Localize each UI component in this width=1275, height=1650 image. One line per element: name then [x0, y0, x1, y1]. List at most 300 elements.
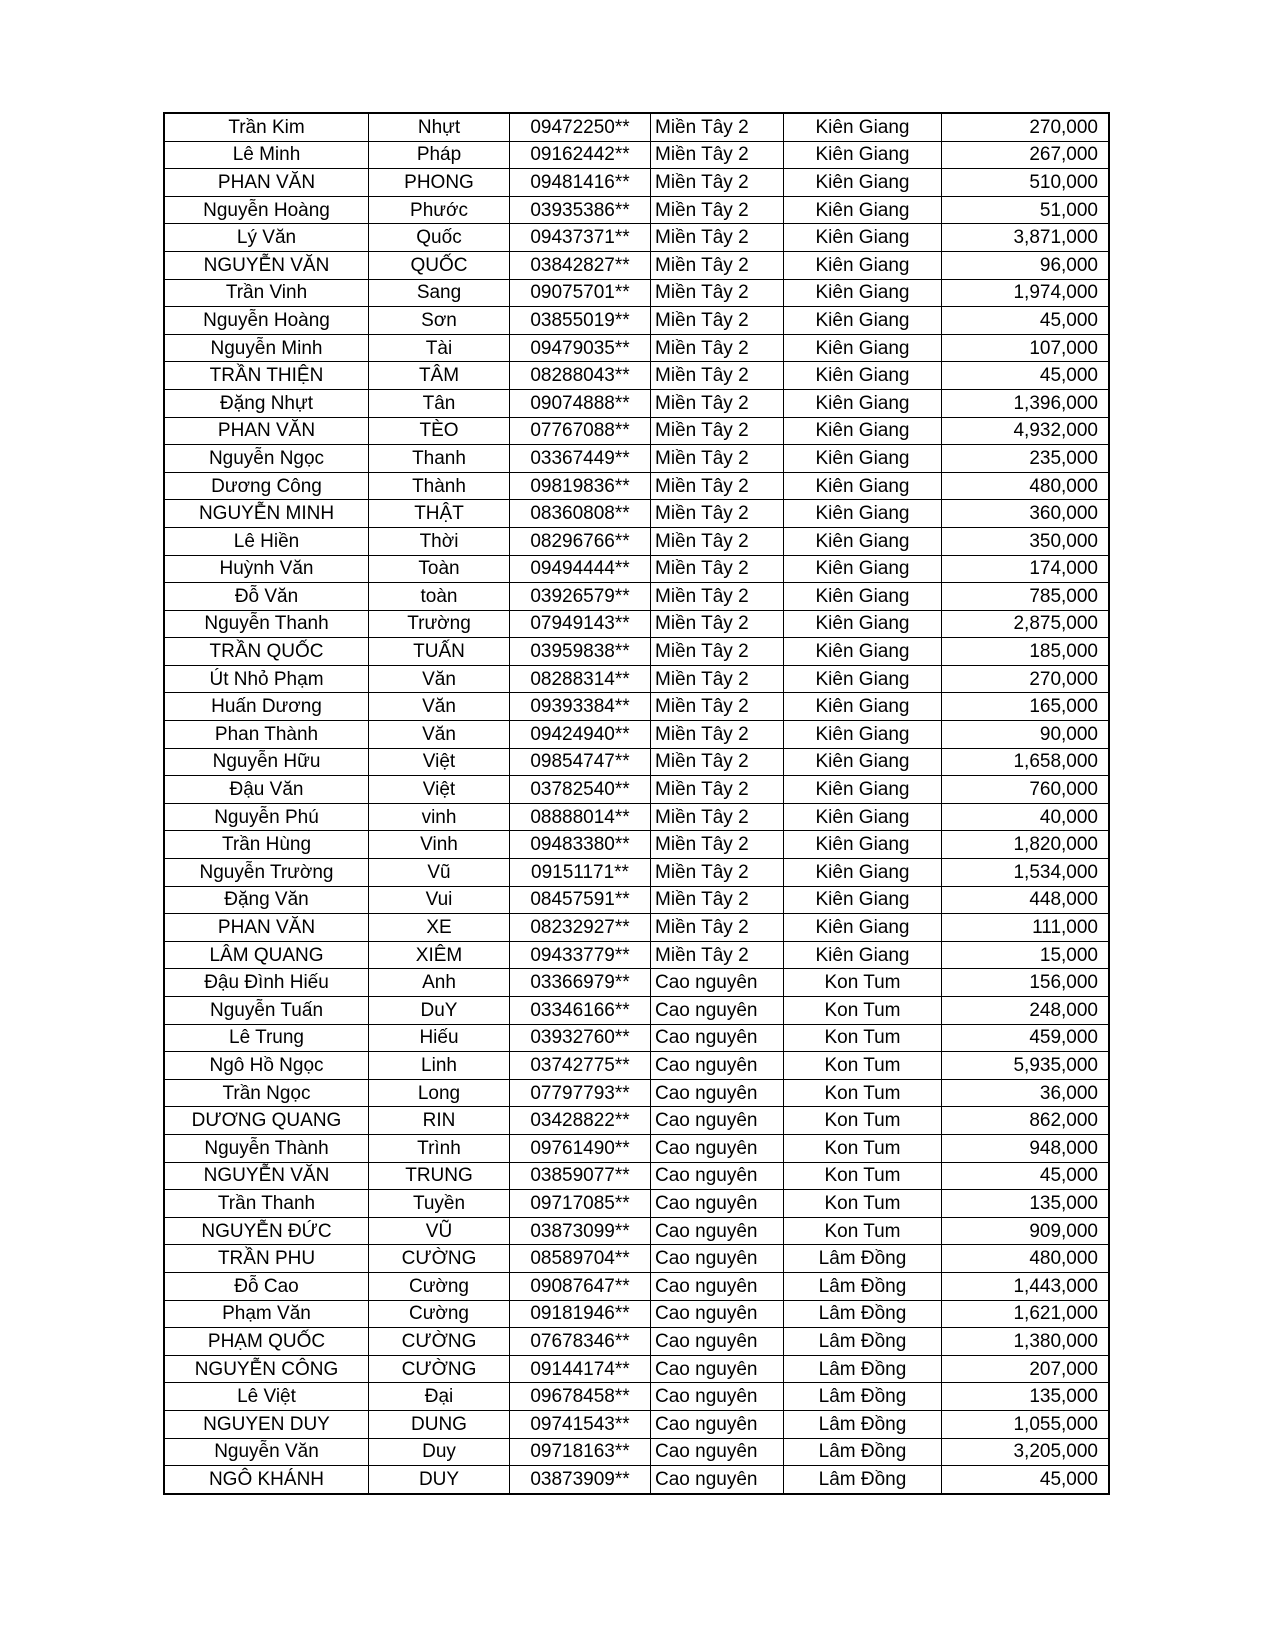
cell-phone: 08288314** — [510, 665, 651, 693]
cell-region: Miền Tây 2 — [651, 776, 784, 804]
cell-phone: 09819836** — [510, 472, 651, 500]
cell-first-name: CƯỜNG — [369, 1328, 510, 1356]
cell-province: Kiên Giang — [784, 362, 942, 390]
cell-phone: 09087647** — [510, 1272, 651, 1300]
cell-phone: 03742775** — [510, 1052, 651, 1080]
table-row — [164, 169, 1109, 197]
cell-first-name: Thời — [369, 527, 510, 555]
cell-region: Miền Tây 2 — [651, 279, 784, 307]
cell-province: Kiên Giang — [784, 417, 942, 445]
cell-region: Miền Tây 2 — [651, 941, 784, 969]
cell-last-middle-name: Trần Thanh — [164, 1190, 369, 1218]
cell-amount: 360,000 — [942, 500, 1110, 528]
cell-first-name: Thanh — [369, 445, 510, 473]
cell-first-name: DUY — [369, 1466, 510, 1494]
cell-first-name: Văn — [369, 693, 510, 721]
table-row — [164, 362, 1109, 390]
cell-phone: 03428822** — [510, 1107, 651, 1135]
table-row — [164, 1272, 1109, 1300]
cell-phone: 03346166** — [510, 997, 651, 1025]
cell-first-name: Vũ — [369, 859, 510, 887]
table-row — [164, 307, 1109, 335]
cell-last-middle-name: PHẠM QUỐC — [164, 1328, 369, 1356]
table-row — [164, 113, 1109, 141]
cell-first-name: Sơn — [369, 307, 510, 335]
cell-first-name: Long — [369, 1079, 510, 1107]
cell-last-middle-name: NGÔ KHÁNH — [164, 1466, 369, 1494]
table-row — [164, 1355, 1109, 1383]
table-row — [164, 196, 1109, 224]
cell-first-name: DUNG — [369, 1410, 510, 1438]
cell-last-middle-name: Lê Hiền — [164, 527, 369, 555]
cell-amount: 270,000 — [942, 113, 1110, 141]
cell-province: Lâm Đồng — [784, 1272, 942, 1300]
cell-amount: 948,000 — [942, 1134, 1110, 1162]
cell-amount: 107,000 — [942, 334, 1110, 362]
cell-region: Miền Tây 2 — [651, 417, 784, 445]
cell-phone: 09144174** — [510, 1355, 651, 1383]
cell-region: Miền Tây 2 — [651, 224, 784, 252]
cell-region: Cao nguyên — [651, 1355, 784, 1383]
table-row — [164, 1107, 1109, 1135]
cell-phone: 03859077** — [510, 1162, 651, 1190]
cell-last-middle-name: Huỳnh Văn — [164, 555, 369, 583]
cell-region: Miền Tây 2 — [651, 445, 784, 473]
cell-amount: 909,000 — [942, 1217, 1110, 1245]
cell-last-middle-name: Đậu Đình Hiếu — [164, 969, 369, 997]
cell-first-name: Sang — [369, 279, 510, 307]
cell-first-name: Phước — [369, 196, 510, 224]
cell-region: Cao nguyên — [651, 1162, 784, 1190]
cell-phone: 03935386** — [510, 196, 651, 224]
cell-last-middle-name: NGUYỄN VĂN — [164, 251, 369, 279]
cell-province: Kiên Giang — [784, 279, 942, 307]
cell-first-name: Hiếu — [369, 1024, 510, 1052]
cell-amount: 459,000 — [942, 1024, 1110, 1052]
table-row — [164, 417, 1109, 445]
cell-last-middle-name: TRẦN QUỐC — [164, 638, 369, 666]
cell-phone: 03366979** — [510, 969, 651, 997]
cell-phone: 09483380** — [510, 831, 651, 859]
cell-phone: 09424940** — [510, 721, 651, 749]
cell-last-middle-name: Nguyễn Tuấn — [164, 997, 369, 1025]
table-row — [164, 555, 1109, 583]
table-row — [164, 969, 1109, 997]
table-row — [164, 527, 1109, 555]
cell-first-name: TÂM — [369, 362, 510, 390]
cell-first-name: Cường — [369, 1300, 510, 1328]
table-row — [164, 1024, 1109, 1052]
cell-amount: 135,000 — [942, 1383, 1110, 1411]
cell-last-middle-name: Lê Minh — [164, 141, 369, 169]
cell-phone: 09472250** — [510, 113, 651, 141]
cell-first-name: Văn — [369, 665, 510, 693]
cell-phone: 09479035** — [510, 334, 651, 362]
cell-province: Lâm Đồng — [784, 1438, 942, 1466]
cell-amount: 156,000 — [942, 969, 1110, 997]
cell-amount: 165,000 — [942, 693, 1110, 721]
cell-province: Kiên Giang — [784, 141, 942, 169]
cell-last-middle-name: DƯƠNG QUANG — [164, 1107, 369, 1135]
cell-province: Kon Tum — [784, 1024, 942, 1052]
cell-region: Miền Tây 2 — [651, 555, 784, 583]
cell-phone: 08296766** — [510, 527, 651, 555]
cell-first-name: XE — [369, 914, 510, 942]
cell-region: Miền Tây 2 — [651, 583, 784, 611]
cell-amount: 350,000 — [942, 527, 1110, 555]
cell-first-name: Văn — [369, 721, 510, 749]
cell-province: Kiên Giang — [784, 555, 942, 583]
cell-region: Miền Tây 2 — [651, 169, 784, 197]
cell-province: Kiên Giang — [784, 500, 942, 528]
cell-amount: 760,000 — [942, 776, 1110, 804]
cell-province: Kiên Giang — [784, 472, 942, 500]
cell-amount: 2,875,000 — [942, 610, 1110, 638]
cell-amount: 40,000 — [942, 803, 1110, 831]
table-row — [164, 1328, 1109, 1356]
cell-last-middle-name: Lê Việt — [164, 1383, 369, 1411]
cell-region: Miền Tây 2 — [651, 748, 784, 776]
cell-amount: 1,443,000 — [942, 1272, 1110, 1300]
cell-first-name: Đại — [369, 1383, 510, 1411]
cell-phone: 03842827** — [510, 251, 651, 279]
cell-last-middle-name: TRẦN PHU — [164, 1245, 369, 1273]
cell-amount: 45,000 — [942, 1466, 1110, 1494]
cell-last-middle-name: Phan Thành — [164, 721, 369, 749]
cell-last-middle-name: PHAN VĂN — [164, 417, 369, 445]
cell-province: Kiên Giang — [784, 831, 942, 859]
cell-first-name: Cường — [369, 1272, 510, 1300]
table-row — [164, 721, 1109, 749]
cell-amount: 480,000 — [942, 1245, 1110, 1273]
table-row — [164, 334, 1109, 362]
cell-region: Cao nguyên — [651, 1190, 784, 1218]
cell-phone: 09151171** — [510, 859, 651, 887]
table-row — [164, 803, 1109, 831]
cell-last-middle-name: Nguyễn Hữu — [164, 748, 369, 776]
cell-province: Kiên Giang — [784, 693, 942, 721]
cell-last-middle-name: Trần Ngọc — [164, 1079, 369, 1107]
cell-phone: 09074888** — [510, 389, 651, 417]
cell-region: Miền Tây 2 — [651, 665, 784, 693]
cell-last-middle-name: PHAN VĂN — [164, 169, 369, 197]
cell-last-middle-name: Nguyễn Hoàng — [164, 196, 369, 224]
cell-region: Cao nguyên — [651, 1245, 784, 1273]
table-row — [164, 886, 1109, 914]
cell-region: Cao nguyên — [651, 1438, 784, 1466]
cell-region: Miền Tây 2 — [651, 886, 784, 914]
cell-province: Kon Tum — [784, 1162, 942, 1190]
cell-province: Kon Tum — [784, 1107, 942, 1135]
table-row — [164, 1410, 1109, 1438]
cell-region: Cao nguyên — [651, 969, 784, 997]
cell-phone: 09481416** — [510, 169, 651, 197]
cell-region: Miền Tây 2 — [651, 914, 784, 942]
cell-region: Miền Tây 2 — [651, 610, 784, 638]
cell-province: Lâm Đồng — [784, 1355, 942, 1383]
cell-phone: 08360808** — [510, 500, 651, 528]
table-row — [164, 500, 1109, 528]
cell-amount: 45,000 — [942, 307, 1110, 335]
cell-last-middle-name: NGUYỄN CÔNG — [164, 1355, 369, 1383]
cell-first-name: Tài — [369, 334, 510, 362]
cell-province: Kiên Giang — [784, 721, 942, 749]
cell-region: Miền Tây 2 — [651, 389, 784, 417]
cell-region: Miền Tây 2 — [651, 638, 784, 666]
cell-phone: 08232927** — [510, 914, 651, 942]
cell-amount: 1,820,000 — [942, 831, 1110, 859]
cell-first-name: TRUNG — [369, 1162, 510, 1190]
cell-phone: 07767088** — [510, 417, 651, 445]
cell-region: Cao nguyên — [651, 1107, 784, 1135]
table-row — [164, 1052, 1109, 1080]
cell-amount: 1,621,000 — [942, 1300, 1110, 1328]
table-row — [164, 1134, 1109, 1162]
cell-last-middle-name: Nguyễn Trường — [164, 859, 369, 887]
cell-province: Kiên Giang — [784, 196, 942, 224]
cell-last-middle-name: Lê Trung — [164, 1024, 369, 1052]
cell-province: Kiên Giang — [784, 859, 942, 887]
cell-amount: 36,000 — [942, 1079, 1110, 1107]
cell-first-name: Việt — [369, 748, 510, 776]
cell-first-name: Toàn — [369, 555, 510, 583]
cell-region: Miền Tây 2 — [651, 334, 784, 362]
cell-first-name: Quốc — [369, 224, 510, 252]
table-row — [164, 583, 1109, 611]
cell-amount: 510,000 — [942, 169, 1110, 197]
table-body — [164, 113, 1109, 1494]
cell-amount: 1,380,000 — [942, 1328, 1110, 1356]
cell-last-middle-name: Ngô Hồ Ngọc — [164, 1052, 369, 1080]
cell-last-middle-name: Trần Kim — [164, 113, 369, 141]
cell-first-name: QUỐC — [369, 251, 510, 279]
cell-last-middle-name: Trần Hùng — [164, 831, 369, 859]
cell-region: Miền Tây 2 — [651, 251, 784, 279]
cell-phone: 08288043** — [510, 362, 651, 390]
table-row — [164, 941, 1109, 969]
table-row — [164, 279, 1109, 307]
cell-first-name: DuY — [369, 997, 510, 1025]
cell-amount: 135,000 — [942, 1190, 1110, 1218]
cell-first-name: Vui — [369, 886, 510, 914]
cell-region: Miền Tây 2 — [651, 472, 784, 500]
cell-province: Kiên Giang — [784, 748, 942, 776]
cell-amount: 1,658,000 — [942, 748, 1110, 776]
data-table — [163, 112, 1110, 1495]
cell-phone: 09162442** — [510, 141, 651, 169]
cell-province: Kiên Giang — [784, 583, 942, 611]
cell-region: Cao nguyên — [651, 1300, 784, 1328]
table-row — [164, 1217, 1109, 1245]
cell-region: Cao nguyên — [651, 1217, 784, 1245]
cell-first-name: PHONG — [369, 169, 510, 197]
cell-last-middle-name: Huấn Dương — [164, 693, 369, 721]
cell-phone: 07678346** — [510, 1328, 651, 1356]
table-row — [164, 224, 1109, 252]
cell-phone: 09437371** — [510, 224, 651, 252]
cell-last-middle-name: Nguyễn Phú — [164, 803, 369, 831]
cell-amount: 267,000 — [942, 141, 1110, 169]
cell-province: Kiên Giang — [784, 445, 942, 473]
cell-province: Lâm Đồng — [784, 1245, 942, 1273]
cell-amount: 862,000 — [942, 1107, 1110, 1135]
table-row — [164, 1162, 1109, 1190]
cell-region: Miền Tây 2 — [651, 693, 784, 721]
cell-last-middle-name: PHAN VĂN — [164, 914, 369, 942]
table-row — [164, 1383, 1109, 1411]
cell-first-name: toàn — [369, 583, 510, 611]
cell-phone: 09741543** — [510, 1410, 651, 1438]
table-row — [164, 693, 1109, 721]
cell-first-name: RIN — [369, 1107, 510, 1135]
cell-phone: 09718163** — [510, 1438, 651, 1466]
cell-phone: 08457591** — [510, 886, 651, 914]
table-row — [164, 389, 1109, 417]
cell-phone: 03959838** — [510, 638, 651, 666]
cell-province: Kiên Giang — [784, 527, 942, 555]
cell-phone: 09494444** — [510, 555, 651, 583]
cell-last-middle-name: Dương Công — [164, 472, 369, 500]
table-row — [164, 1300, 1109, 1328]
cell-province: Kon Tum — [784, 1079, 942, 1107]
cell-first-name: Trình — [369, 1134, 510, 1162]
cell-province: Lâm Đồng — [784, 1466, 942, 1494]
cell-last-middle-name: Đặng Văn — [164, 886, 369, 914]
cell-first-name: Linh — [369, 1052, 510, 1080]
cell-phone: 03873099** — [510, 1217, 651, 1245]
table-row — [164, 776, 1109, 804]
cell-province: Kiên Giang — [784, 389, 942, 417]
cell-first-name: CƯỜNG — [369, 1355, 510, 1383]
cell-last-middle-name: Đỗ Cao — [164, 1272, 369, 1300]
cell-region: Miền Tây 2 — [651, 307, 784, 335]
cell-amount: 4,932,000 — [942, 417, 1110, 445]
cell-first-name: Vinh — [369, 831, 510, 859]
table-row — [164, 1466, 1109, 1494]
cell-phone: 03782540** — [510, 776, 651, 804]
cell-region: Cao nguyên — [651, 1328, 784, 1356]
cell-first-name: XIÊM — [369, 941, 510, 969]
cell-province: Kiên Giang — [784, 307, 942, 335]
table-row — [164, 638, 1109, 666]
cell-amount: 111,000 — [942, 914, 1110, 942]
table-row — [164, 997, 1109, 1025]
cell-region: Miền Tây 2 — [651, 527, 784, 555]
table-row — [164, 445, 1109, 473]
cell-amount: 785,000 — [942, 583, 1110, 611]
cell-last-middle-name: NGUYEN DUY — [164, 1410, 369, 1438]
cell-last-middle-name: NGUYỄN VĂN — [164, 1162, 369, 1190]
cell-province: Kiên Giang — [784, 224, 942, 252]
cell-province: Kon Tum — [784, 1134, 942, 1162]
cell-province: Kiên Giang — [784, 914, 942, 942]
table-row — [164, 610, 1109, 638]
cell-first-name: VŨ — [369, 1217, 510, 1245]
cell-region: Miền Tây 2 — [651, 859, 784, 887]
cell-last-middle-name: Nguyễn Thành — [164, 1134, 369, 1162]
cell-province: Kiên Giang — [784, 665, 942, 693]
cell-region: Cao nguyên — [651, 1079, 784, 1107]
cell-last-middle-name: Nguyễn Văn — [164, 1438, 369, 1466]
cell-province: Lâm Đồng — [784, 1300, 942, 1328]
cell-amount: 480,000 — [942, 472, 1110, 500]
cell-province: Kon Tum — [784, 969, 942, 997]
cell-province: Kiên Giang — [784, 251, 942, 279]
cell-last-middle-name: Nguyễn Ngọc — [164, 445, 369, 473]
table-row — [164, 748, 1109, 776]
table-row — [164, 859, 1109, 887]
cell-region: Cao nguyên — [651, 1272, 784, 1300]
cell-last-middle-name: Nguyễn Thanh — [164, 610, 369, 638]
cell-last-middle-name: Trần Vinh — [164, 279, 369, 307]
cell-phone: 09854747** — [510, 748, 651, 776]
cell-first-name: Thành — [369, 472, 510, 500]
cell-last-middle-name: TRẦN THIỆN — [164, 362, 369, 390]
cell-amount: 174,000 — [942, 555, 1110, 583]
table-row — [164, 665, 1109, 693]
cell-province: Kiên Giang — [784, 803, 942, 831]
cell-first-name: Tân — [369, 389, 510, 417]
cell-last-middle-name: Nguyễn Hoàng — [164, 307, 369, 335]
cell-region: Cao nguyên — [651, 997, 784, 1025]
cell-amount: 96,000 — [942, 251, 1110, 279]
cell-first-name: Pháp — [369, 141, 510, 169]
cell-last-middle-name: Lý Văn — [164, 224, 369, 252]
cell-phone: 09761490** — [510, 1134, 651, 1162]
cell-province: Kiên Giang — [784, 113, 942, 141]
cell-amount: 448,000 — [942, 886, 1110, 914]
table-row — [164, 251, 1109, 279]
table-row — [164, 914, 1109, 942]
cell-phone: 07949143** — [510, 610, 651, 638]
cell-amount: 207,000 — [942, 1355, 1110, 1383]
cell-region: Miền Tây 2 — [651, 500, 784, 528]
cell-first-name: vinh — [369, 803, 510, 831]
cell-amount: 185,000 — [942, 638, 1110, 666]
cell-province: Kiên Giang — [784, 334, 942, 362]
cell-amount: 51,000 — [942, 196, 1110, 224]
cell-first-name: Anh — [369, 969, 510, 997]
cell-region: Miền Tây 2 — [651, 803, 784, 831]
cell-amount: 270,000 — [942, 665, 1110, 693]
cell-phone: 07797793** — [510, 1079, 651, 1107]
cell-first-name: Duy — [369, 1438, 510, 1466]
cell-last-middle-name: Phạm Văn — [164, 1300, 369, 1328]
cell-province: Kiên Giang — [784, 638, 942, 666]
table-row — [164, 1190, 1109, 1218]
cell-first-name: Trường — [369, 610, 510, 638]
cell-region: Miền Tây 2 — [651, 721, 784, 749]
cell-region: Cao nguyên — [651, 1383, 784, 1411]
cell-amount: 3,871,000 — [942, 224, 1110, 252]
cell-province: Kiên Giang — [784, 776, 942, 804]
cell-region: Cao nguyên — [651, 1466, 784, 1494]
cell-province: Kiên Giang — [784, 169, 942, 197]
cell-province: Lâm Đồng — [784, 1410, 942, 1438]
cell-phone: 09433779** — [510, 941, 651, 969]
cell-first-name: TÈO — [369, 417, 510, 445]
table-row — [164, 472, 1109, 500]
cell-region: Cao nguyên — [651, 1410, 784, 1438]
cell-province: Lâm Đồng — [784, 1383, 942, 1411]
cell-region: Miền Tây 2 — [651, 362, 784, 390]
cell-province: Kon Tum — [784, 1052, 942, 1080]
cell-amount: 5,935,000 — [942, 1052, 1110, 1080]
cell-region: Cao nguyên — [651, 1024, 784, 1052]
cell-last-middle-name: Đặng Nhựt — [164, 389, 369, 417]
cell-province: Kon Tum — [784, 1190, 942, 1218]
cell-first-name: Việt — [369, 776, 510, 804]
